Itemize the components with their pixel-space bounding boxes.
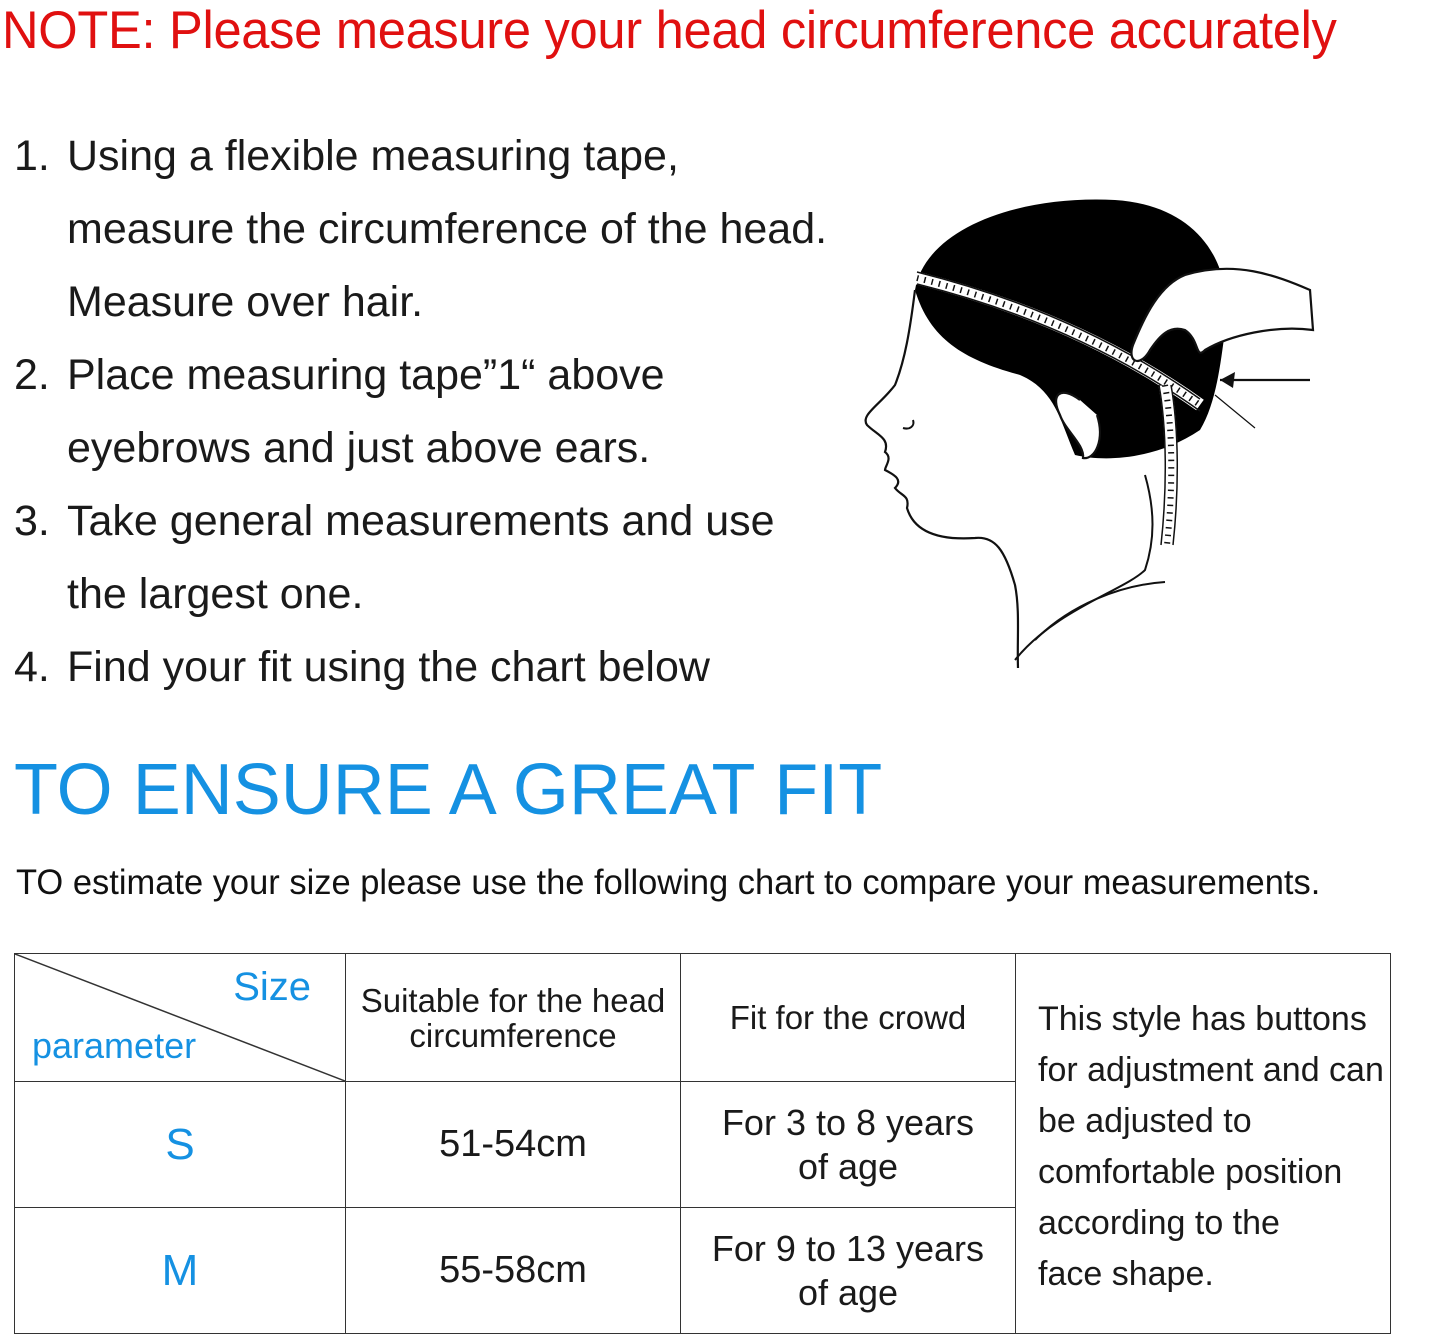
note-line: according to the <box>1038 1204 1280 1242</box>
note-line: face shape. <box>1038 1255 1214 1293</box>
crowd-line: of age <box>797 1145 899 1187</box>
step-number: 4. <box>14 643 50 691</box>
step-line: Using a flexible measuring tape, <box>67 132 679 180</box>
note-line: This style has buttons <box>1038 1000 1367 1038</box>
adjustment-note-cell <box>1016 954 1391 1334</box>
parameter-label: parameter <box>32 1025 197 1066</box>
circumference-range: 55-58cm <box>439 1249 587 1291</box>
range-cell <box>346 1082 681 1208</box>
note-line: be adjusted to <box>1038 1102 1252 1140</box>
chart-instruction: TO estimate your size please use the following chart to compare your measurements. <box>16 863 1321 902</box>
step-2 <box>14 339 834 485</box>
head-measuring-illustration-icon <box>855 190 1325 670</box>
note-line: comfortable position <box>1038 1153 1343 1191</box>
crowd-cell <box>681 1208 1016 1334</box>
size-letter: M <box>161 1245 199 1295</box>
step-3 <box>14 485 834 631</box>
step-line: measure the circumference of the head. <box>67 205 828 253</box>
step-1 <box>14 120 834 339</box>
size-letter: S <box>165 1119 195 1169</box>
note-line: for adjustment and can <box>1038 1051 1384 1089</box>
step-4 <box>14 631 834 704</box>
crowd-line: For 3 to 8 years <box>721 1101 975 1143</box>
size-label: Size <box>233 965 311 1009</box>
step-line: Find your fit using the chart below <box>67 643 710 691</box>
column-header: Fit for the crowd <box>681 954 1016 1082</box>
crowd-line: For 9 to 13 years <box>711 1227 985 1269</box>
step-number: 2. <box>14 351 50 399</box>
step-line: Place measuring tape”1“ above <box>67 351 665 399</box>
size-cell <box>15 1208 346 1334</box>
instruction-steps <box>14 120 834 704</box>
step-line: Take general measurements and use <box>67 497 775 545</box>
table-header-row <box>15 954 1391 1082</box>
crowd-line: of age <box>797 1271 899 1313</box>
circumference-range: 51-54cm <box>439 1123 587 1165</box>
step-line: Measure over hair. <box>67 278 424 326</box>
step-line: eyebrows and just above ears. <box>67 424 651 472</box>
note-title: NOTE: Please measure your head circumference accurately <box>2 1 1337 60</box>
column-header: Suitable for the head circumference <box>346 954 681 1082</box>
step-number: 3. <box>14 497 50 545</box>
great-fit-heading: TO ENSURE A GREAT FIT <box>14 750 883 830</box>
step-number: 1. <box>14 132 50 180</box>
range-cell <box>346 1208 681 1334</box>
size-chart-table <box>14 953 1391 1334</box>
step-line: the largest one. <box>67 570 364 618</box>
crowd-cell <box>681 1082 1016 1208</box>
size-cell <box>15 1082 346 1208</box>
corner-header-cell <box>15 954 346 1082</box>
